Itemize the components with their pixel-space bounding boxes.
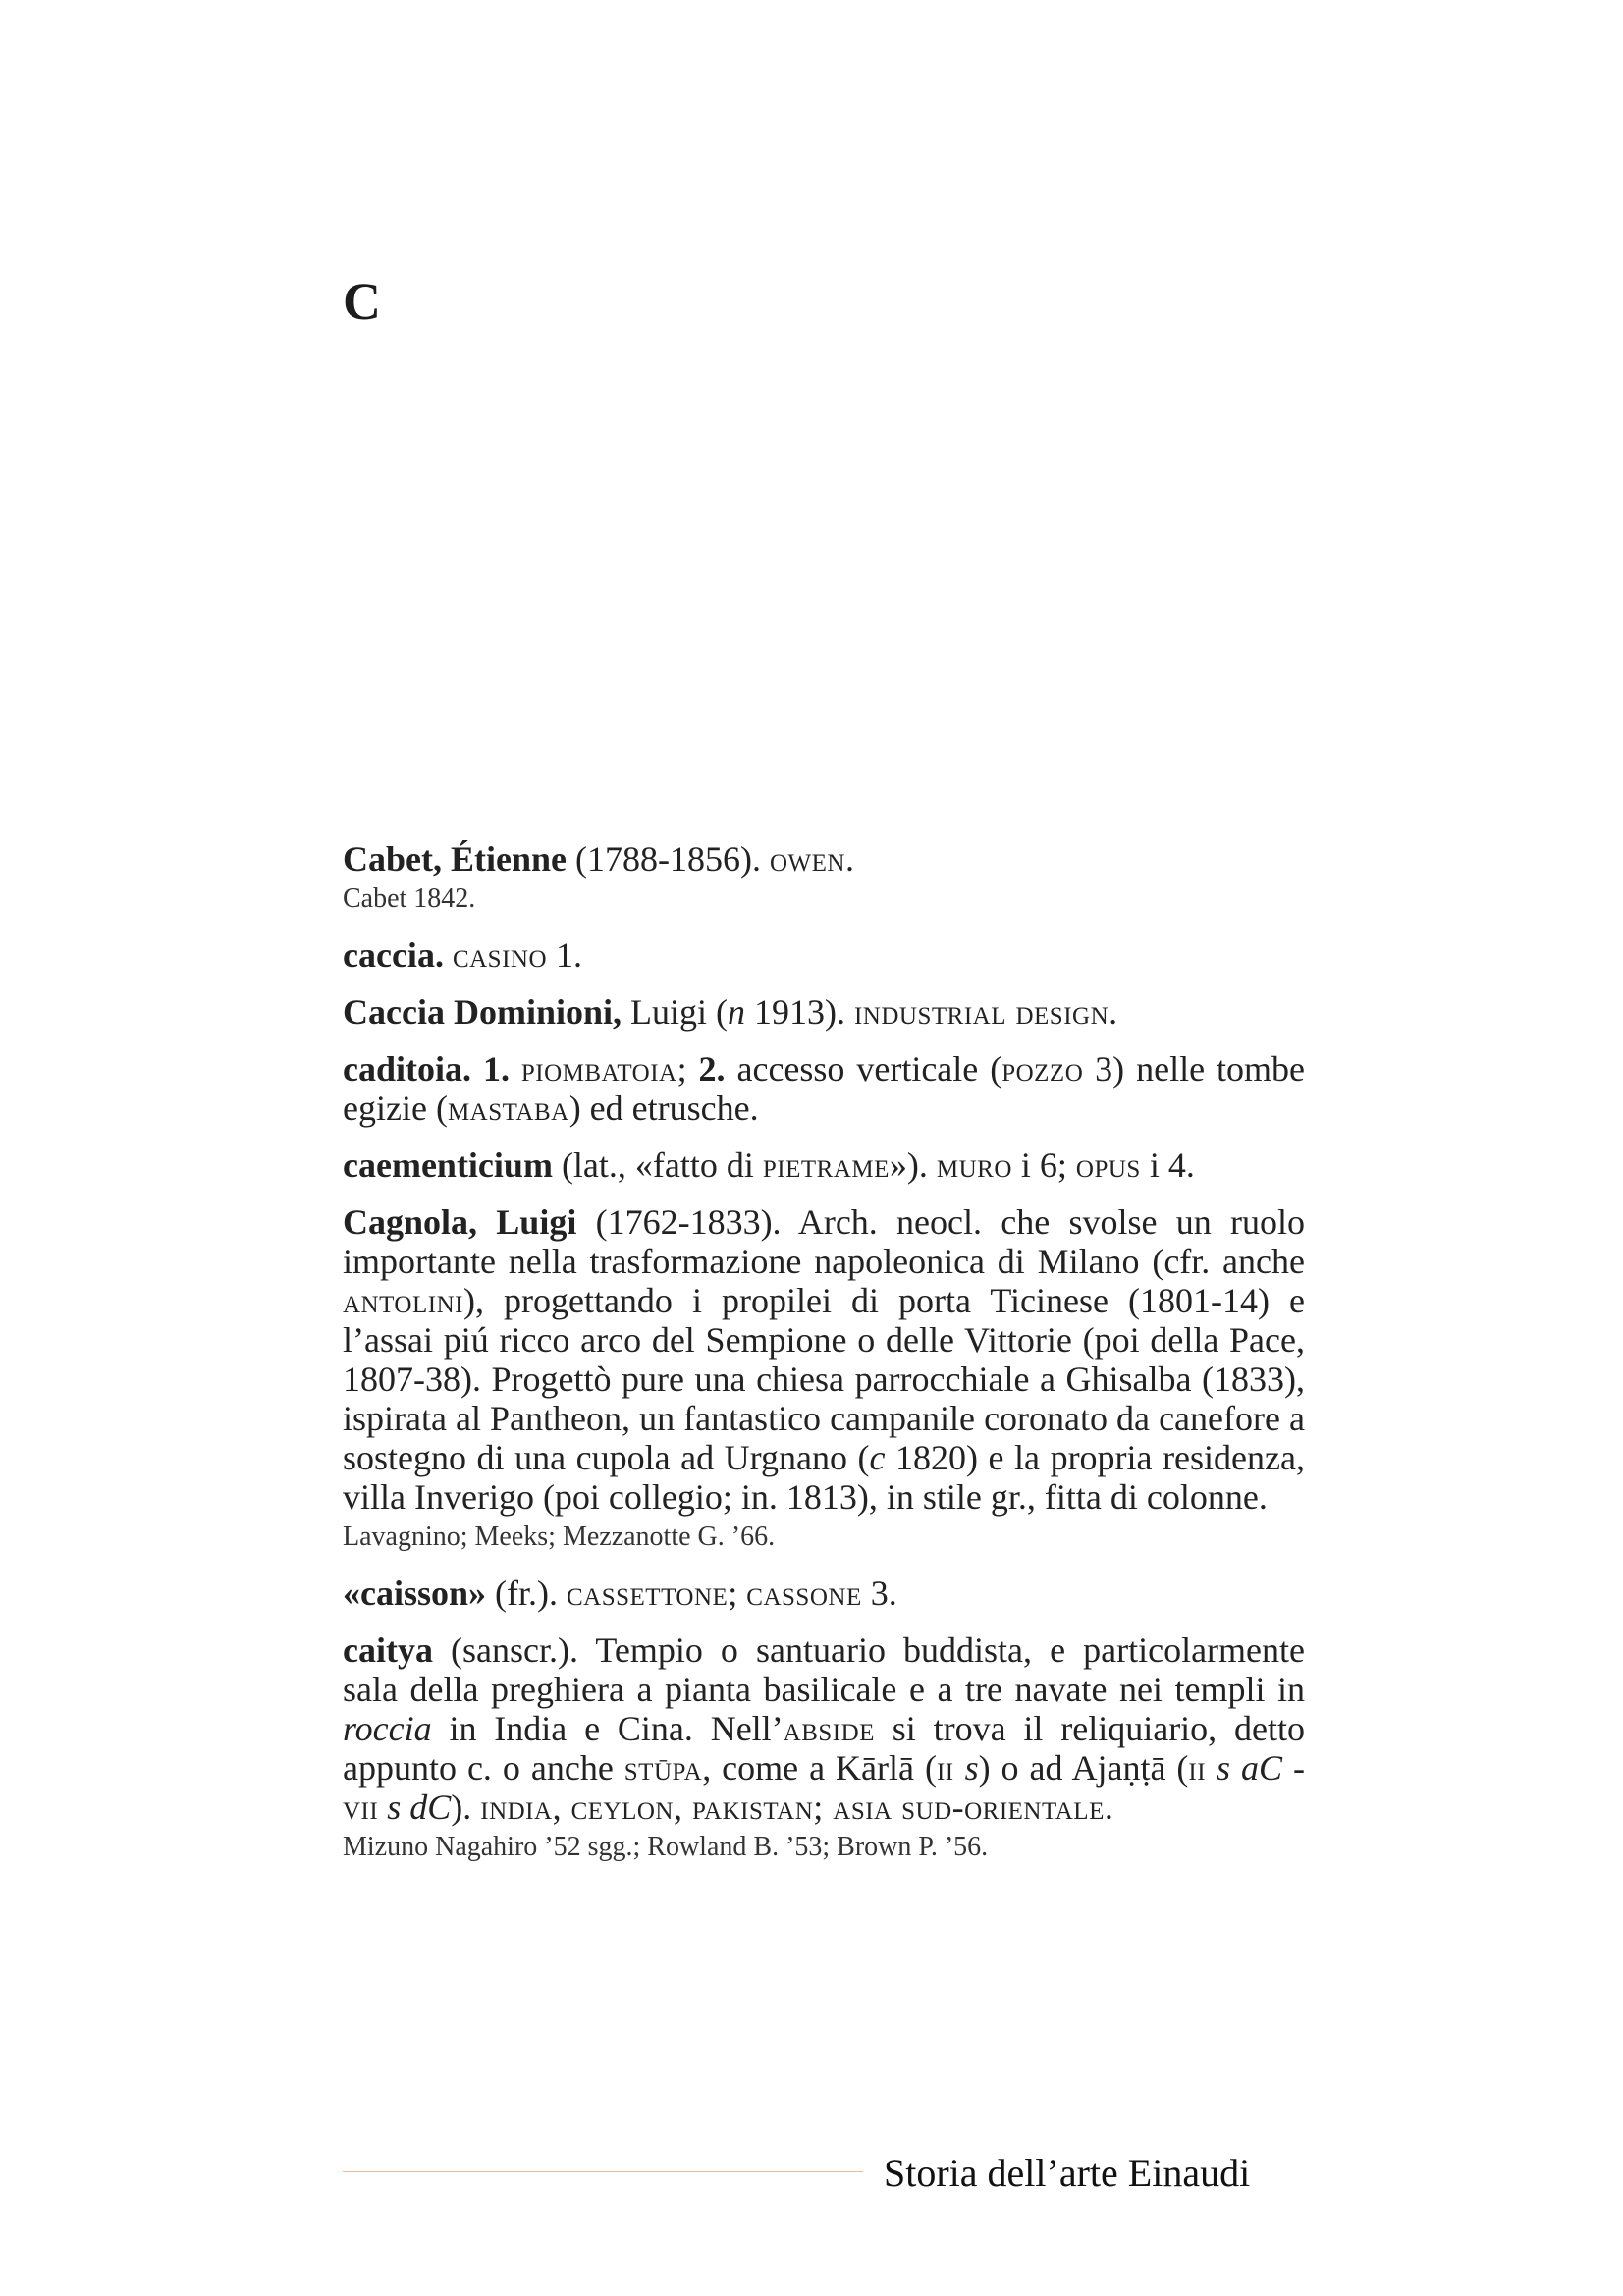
cross-reference: pozzo [1001, 1049, 1084, 1089]
cross-reference: cassettone [567, 1574, 729, 1613]
cross-reference: piombatoia [520, 1049, 677, 1089]
entry-paragraph [343, 992, 1305, 1032]
entry-text: i 4. [1140, 1146, 1195, 1185]
entry-paragraph [343, 1202, 1305, 1517]
cross-reference: opus [1075, 1146, 1141, 1185]
cross-reference: muro [936, 1146, 1012, 1185]
entry-text: 3) nelle tombe egizie ( [343, 1049, 1305, 1128]
entry-text [471, 1049, 483, 1089]
cross-reference: ii [936, 1748, 954, 1788]
entry-caditoia [343, 1049, 1305, 1128]
footer-publisher: Storia dell’arte Einaudi [884, 2151, 1251, 2195]
entry-text: »). [889, 1146, 937, 1185]
entry-headword: caitya [343, 1630, 433, 1670]
entry-text: ), progettando i propilei di porta Ticinese (1801-14) e l’assai piú ricco arco del Sempione o delle Vittorie (poi della Pace, 1807-38). Progettò pure una chiesa parrocchiale a Ghisalba (1833), ispirata al Pantheon, un fantastico campanile coronato da canefore a sostegno di una cupola ad Urgnano ( [343, 1281, 1305, 1477]
cross-reference: casino [452, 935, 548, 975]
cross-reference: pietrame [762, 1146, 890, 1185]
cross-reference: abside [783, 1709, 875, 1748]
entry-text: - [1282, 1748, 1306, 1788]
entry-paragraph [343, 1630, 1305, 1827]
entry-cabet [343, 839, 1305, 879]
entry-text: accesso verticale ( [725, 1049, 1002, 1089]
entry-text: (1762-1833). Arch. neocl. che svolse un ruolo importante nella trasformazione napoleonica di Milano (cfr. anche [343, 1202, 1305, 1281]
entry-text: (sanscr.). Tempio o santuario buddista, e particolarmente sala della preghiera a pianta basilicale e a tre navate nei templi in [343, 1630, 1305, 1709]
section-letter: C [343, 272, 381, 331]
entry-caccia [343, 935, 1305, 975]
cross-reference: industrial design [853, 992, 1109, 1032]
entry-paragraph [343, 839, 1305, 879]
entry-text: s dC [387, 1788, 452, 1827]
entry-paragraph [343, 1049, 1305, 1128]
entry-text: 3. [861, 1574, 897, 1613]
cross-reference: antolini [343, 1281, 463, 1320]
entry-text: . [844, 839, 854, 879]
entry-text: ) o ad Ajaṇṭā ( [978, 1748, 1189, 1788]
entry-text: si trova il reliquiario, detto appunto c. o anche [343, 1709, 1305, 1788]
entry-text [1206, 1748, 1217, 1788]
entry-text: i 6; [1011, 1146, 1076, 1185]
entry-caitya [343, 1630, 1305, 1827]
entry-paragraph [343, 1574, 1305, 1613]
entry-text: ; [728, 1574, 747, 1613]
entry-paragraph [343, 1146, 1305, 1185]
cross-reference: ii [1188, 1748, 1207, 1788]
entry-text: n [727, 992, 745, 1032]
entry-text: (1788-1856). [567, 839, 770, 879]
entry-text [954, 1748, 965, 1788]
cross-reference: vii [343, 1788, 379, 1827]
entry-cagnola [343, 1202, 1305, 1517]
entry-caementicium [343, 1146, 1305, 1185]
cross-reference: owen [769, 839, 845, 879]
entry-headword: caditoia. [343, 1049, 471, 1089]
entry-headword: 2. [698, 1049, 726, 1089]
entry-text: . [1104, 1788, 1113, 1827]
cross-reference: cassone [746, 1574, 862, 1613]
entry-text [510, 1049, 521, 1089]
cross-reference: india, ceylon, pakistan; asia sud-orientale [480, 1788, 1105, 1827]
cross-reference: stūpa [623, 1748, 703, 1788]
entry-bibliography: Cabet 1842. [343, 883, 476, 914]
dictionary-entries [343, 839, 1305, 1884]
entry-caccia-dominioni [343, 992, 1305, 1032]
entry-text: Luigi ( [622, 992, 728, 1032]
entry-text: c [869, 1438, 886, 1477]
entry-caisson [343, 1574, 1305, 1613]
entry-text: , come a Kārlā ( [702, 1748, 937, 1788]
entry-text [378, 1788, 387, 1827]
entry-bibliography: Lavagnino; Meeks; Mezzanotte G. ’66. [343, 1522, 776, 1552]
entry-headword: «caisson» [343, 1574, 487, 1613]
entry-text: . [1109, 992, 1118, 1032]
footer-rule [343, 2171, 863, 2172]
entry-headword: Cagnola, Luigi [343, 1202, 577, 1242]
entry-headword: caccia. [343, 935, 444, 975]
entry-bibliography: Mizuno Nagahiro ’52 sgg.; Rowland B. ’53; Brown P. ’56. [343, 1832, 989, 1862]
entry-text: ; [676, 1049, 699, 1089]
entry-text: ). [451, 1788, 481, 1827]
entry-headword: Caccia Dominioni, [343, 992, 622, 1032]
entry-headword: 1. [482, 1049, 510, 1089]
entry-headword: Cabet, Étienne [343, 839, 567, 879]
entry-text: in India e Cina. Nell’ [431, 1709, 784, 1748]
entry-text: (lat., «fatto di [552, 1146, 763, 1185]
entry-text: roccia [343, 1709, 432, 1748]
entry-text: 1820) e la propria residenza, villa Inverigo (poi collegio; in. 1813), in stile gr., fitta di colonne. [343, 1438, 1305, 1517]
entry-text: 1. [547, 935, 583, 975]
entry-text: s aC [1217, 1748, 1283, 1788]
entry-text: ) ed etrusche. [568, 1089, 759, 1128]
entry-headword: caementicium [343, 1146, 553, 1185]
entry-text [444, 935, 453, 975]
entry-text: (fr.). [486, 1574, 567, 1613]
entry-text: 1913). [744, 992, 854, 1032]
entry-text: s [964, 1748, 979, 1788]
entry-paragraph [343, 935, 1305, 975]
cross-reference: mastaba [447, 1089, 569, 1128]
